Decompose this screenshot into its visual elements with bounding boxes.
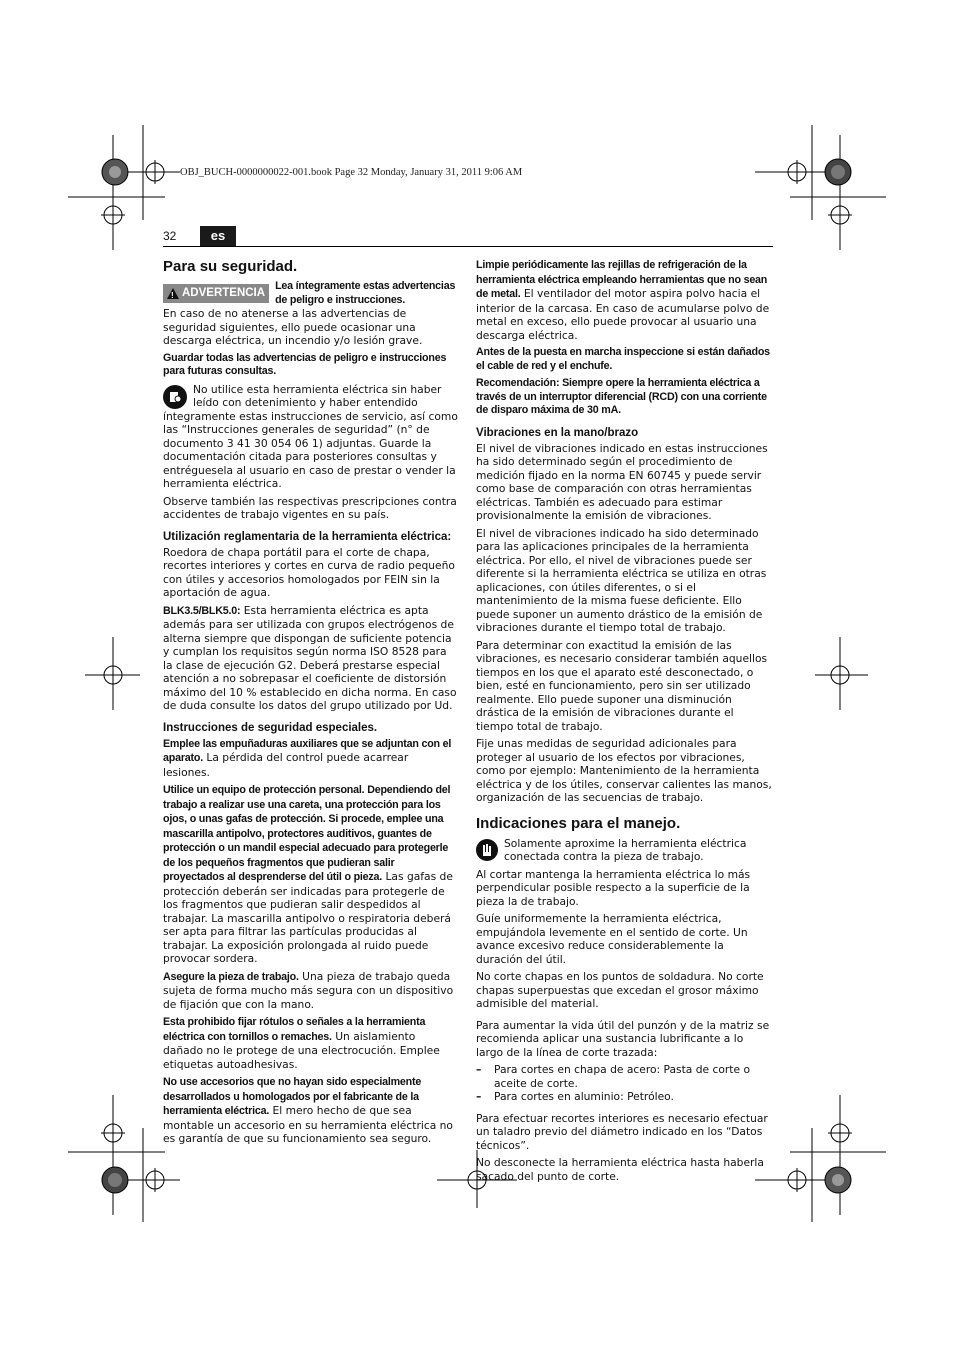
secure-paragraph — [163, 970, 458, 1012]
file-info-line: OBJ_BUCH-0000000022-001.book Page 32 Monday, January 31, 2011 9:06 AM — [180, 167, 523, 178]
blk-label: BLK3.5/BLK5.0: — [163, 604, 241, 617]
operation-tip-text: Solamente aproxime la herramienta eléctrica conectada contra la pieza de trabajo. — [504, 836, 747, 863]
operation-p6: No desconecte la herramienta eléctrica hasta haberla sacado del punto de corte. — [476, 1156, 764, 1183]
warning-label: ADVERTENCIA — [182, 286, 266, 299]
inspect-cable: Antes de la puesta en marcha inspeccione si están dañados el cable de red y el enchufe. — [476, 346, 770, 372]
operation-p1: Al cortar mantenga la herramienta eléctrica lo más perpendicular posible respecto a la superficie de la pieza la de trabajo. — [476, 867, 751, 908]
accessories-paragraph — [163, 1075, 458, 1146]
operation-p2: Guíe uniformemente la herramienta eléctrica, empujándola levemente en el sentido de corte. Un avance excesivo reduce considerablemente la duración del útil. — [476, 912, 748, 966]
handles-bold: Emplee las empuñaduras auxiliares que se adjuntan con el aparato. — [163, 737, 452, 764]
operation-p5: Para efectuar recortes interiores es necesario efectuar un taladro previo del diámetro indicado en los “Datos técnicos”. — [476, 1111, 768, 1152]
warning-block — [163, 280, 458, 307]
read-manual-text: No utilice esta herramienta eléctrica sin haber leído con detenimiento y haber entendido íntegramente estas instrucciones de servicio, así como las “Instrucciones generales de seguridad” (n° de documento 3 41 30 054 06 1) adjuntas. Guarde la documentación citada para posteriores consultas y entréguesela al usuario en caso de prestar o vender la herramienta eléctrica. — [163, 382, 458, 490]
warning-bold-text: Lea íntegramente estas advertencias de peligro e instrucciones. — [275, 280, 456, 306]
clean-bold: Limpie periódicamente las rejillas de refrigeración de la herramienta eléctrica empleando herramientas que no sean de metal. — [476, 259, 768, 300]
list-item: – Para cortes en chapa de acero: Pasta de corte o aceite de corte. — [476, 1063, 773, 1090]
handles-text: La pérdida del control puede acarrear lesiones. — [163, 751, 409, 779]
labels-bold: Esta prohibido fijar rótulos o señales a la herramienta eléctrica con tornillos o remaches. — [163, 1016, 426, 1043]
right-column — [476, 258, 773, 1187]
keep-instructions: Guardar todas las advertencias de peligro e instrucciones para futuras consultas. — [163, 351, 447, 377]
accessories-bold: No use accesorios que no hayan sido especialmente desarrollados u homologados por el fabricante de la herramienta eléctrica. — [163, 1076, 422, 1117]
read-manual-block — [163, 383, 458, 491]
labels-text: Un aislamiento dañado no le protege de una electrocución. Emplee etiquetas autoadhesivas. — [163, 1029, 440, 1071]
blk-text: Esta herramienta eléctrica es apta además para ser utilizada con grupos electrógenos de alterna siempre que dispongan de suficiente potencia y cumplan los requisitos según norma ISO 8528 para la clase de ejecución G2. Deberá prestarse especial atención a no sobrepasar el coeficiente de distorsión máximo del 10 % establecido en dicha norma. En caso de duda consulte los datos del grupo utilizado por Ud. — [163, 603, 457, 712]
warning-badge — [163, 284, 269, 303]
section-title-operation: Indicaciones para el manejo. — [476, 814, 681, 832]
ppe-bold: Utilice un equipo de protección personal. Dependiendo del trabajo a realizar use una careta, una protección para los ojos, o unas gafas de protección. Si procede, emplee una mascarilla antipolvo, protectores auditivos, guantes de protección o un mandil especial adecuado para protegerle de los pequeños fragmentos que pudieran salir proyectados al desprenderse del útil o pieza. — [163, 784, 451, 883]
clean-paragraph — [476, 258, 773, 342]
header-rule — [163, 246, 773, 247]
list-item: – Para cortes en aluminio: Petróleo. — [476, 1090, 773, 1104]
intended-use-text: Roedora de chapa portátil para el corte de chapa, recortes interiores y cortes en curva de radio pequeño con útiles y accesorios homologados por FEIN sin la aportación de agua. — [163, 545, 455, 599]
rcd-recommendation: Recomendación: Siempre opere la herramienta eléctrica a través de un interruptor diferencial (RCD) con una corriente de disparo máxima de 30 mA. — [476, 377, 767, 416]
language-badge: es — [200, 226, 236, 246]
vibration-p2: El nivel de vibraciones indicado ha sido determinado para las aplicaciones principales de la herramienta eléctrica. Por ello, el nivel de vibraciones puede ser diferente si la herramienta eléctrica se utiliza en otras aplicaciones, con útiles diferentes, o si el mantenimiento de la misma fuese deficiente. Ello puede suponer un aumento drástico de la emisión de vibraciones durante el tiempo total de trabajo. — [476, 526, 767, 634]
operation-p4: Para aumentar la vida útil del punzón y de la matriz se recomienda aplicar una sustancia lubrificante a lo largo de la línea de corte trazada: — [476, 1018, 770, 1059]
section-title-safety: Para su seguridad. — [163, 258, 298, 275]
operation-p3: No corte chapas en los puntos de soldadura. No corte chapas superpuestas que excedan el grosor máximo admisible del material. — [476, 970, 764, 1010]
ppe-text: Las gafas de protección deberán ser indicadas para protegerle de los fragmentos que pudieran salir despedidos al trabajar. La mascarilla antipolvo o respiratoria deberá ser apta para filtrar las partículas producidas al trabajar. La exposición prolongada al ruido puede provocar sordera. — [163, 870, 453, 965]
observe-text: Observe también las respectivas prescripciones contra accidentes de trabajo vigentes en su país. — [163, 494, 457, 521]
operation-tip-block — [476, 837, 773, 864]
secure-text: Una pieza de trabajo queda sujeta de forma mucho más segura con un dispositivo de fijación que con la mano. — [163, 969, 454, 1011]
clean-text: El ventilador del motor aspira polvo hacia el interior de la carcasa. En caso de acumularse polvo de metal en exceso, ello puede provocar al usuario una descarga eléctrica. — [476, 287, 770, 342]
secure-bold: Asegure la pieza de trabajo. — [163, 970, 299, 983]
vibration-p1: El nivel de vibraciones indicado en estas instrucciones ha sido determinado según el procedimiento de medición fijado en la norma EN 60745 y puede servir como base de comparación con otras herramientas eléctricas. También es adecuado para estimar provisionalmente la emisión de vibraciones. — [476, 441, 768, 522]
intended-use-heading: Utilización reglamentaria de la herramienta eléctrica: — [163, 530, 452, 543]
vibration-p4: Fije unas medidas de seguridad adicionales para proteger al usuario de los efectos por vibraciones, como por ejemplo: Mantenimiento de la herramienta eléctrica y de los útiles, conservar calientes las manos, organización de las secuencias de trabajo. — [476, 737, 772, 804]
blk-paragraph — [163, 604, 458, 713]
handles-paragraph — [163, 737, 458, 780]
labels-paragraph — [163, 1015, 458, 1071]
warning-body: En caso de no atenerse a las advertencias de seguridad siguientes, ello puede ocasionar una descarga eléctrica, un incendio y/o lesión grave. — [163, 307, 423, 347]
read-manual-icon — [163, 385, 187, 409]
page-number: 32 — [163, 229, 177, 243]
warning-triangle-icon — [167, 288, 179, 299]
vibration-heading: Vibraciones en la mano/brazo — [476, 426, 639, 439]
accessories-text: El mero hecho de que sea montable un accesorio en su herramienta eléctrica no es garantía de que su funcionamiento sea seguro. — [163, 1104, 453, 1145]
left-column — [163, 258, 458, 1150]
ppe-paragraph — [163, 783, 458, 966]
vibration-p3: Para determinar con exactitud la emisión de las vibraciones, es necesario considerar también aquellos tiempos en los que el aparato esté desconectado, o bien, esté en funcionamiento, pero sin ser utilizado realmente. Ello puede suponer una disminución drástica de la emisión de vibraciones durante el tiempo total de trabajo. — [476, 638, 768, 733]
special-safety-heading: Instrucciones de seguridad especiales. — [163, 721, 378, 734]
lubricant-list — [476, 1063, 773, 1104]
hand-tip-icon — [476, 839, 498, 861]
